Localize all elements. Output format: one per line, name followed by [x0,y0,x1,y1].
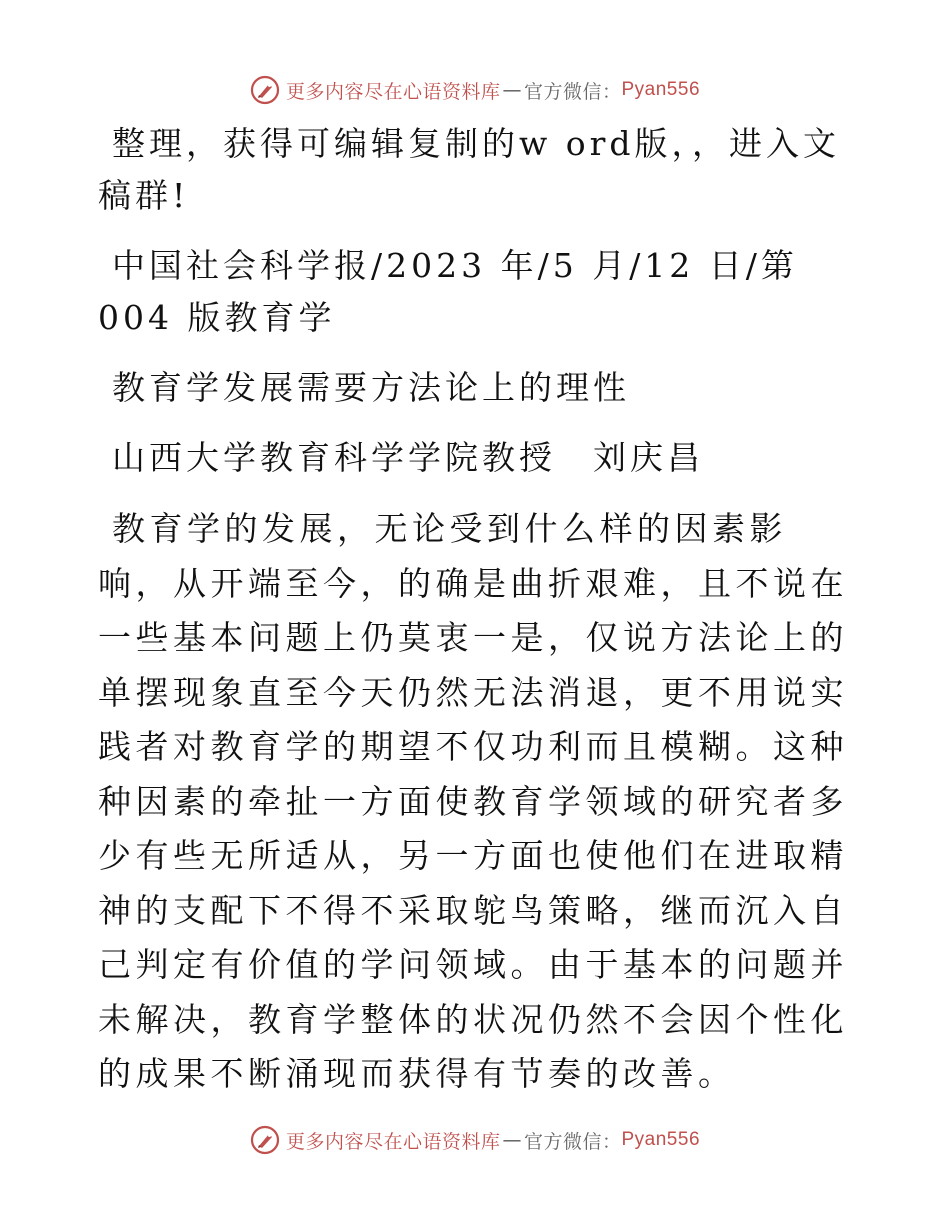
document-content [98,118,858,1102]
author-line: 山西大学教育科学学院教授 刘庆昌 [112,438,704,477]
watermark-text: 更多内容尽在心语资料库 [285,1130,501,1153]
watermark-dash: — [502,1129,522,1151]
watermark-official-label: 官方微信： [523,80,622,103]
pen-nib-logo-icon [250,1125,280,1155]
pen-nib-logo-icon [250,75,280,105]
intro-line: 整理，获得可编辑复制的w ord版，，进入文稿群! [98,124,841,215]
body-paragraph: 教育学的发展，无论受到什么样的因素影响，从开端至今，的确是曲折艰难，且不说在一些基本问题上仍莫衷一是，仅说方法论上的单摆现象直至今天仍然无法消退，更不用说实践者对教育学的期望不仅功利而且模糊。这种种因素的牵扯一方面使教育学领域的研究者多少有些无所适从，另一方面也使他们在进取精神的支配下不得不采取鸵鸟策略，继而沉入自己判定有价值的学问领域。由于基本的问题并未解决，教育学整体的状况仍然不会因个性化的成果不断涌现而获得有节奏的改善。 [98,509,848,1093]
header-watermark [0,70,950,110]
footer-watermark [0,1120,950,1160]
watermark-dash: — [502,79,522,101]
watermark-official-label: 官方微信： [523,1130,622,1153]
source-line: 中国社会科学报/2023 年/5 月/12 日/第 004 版教育学 [98,246,798,337]
watermark-wechat-id: Pyan556 [621,1129,701,1150]
watermark-text: 更多内容尽在心语资料库 [285,80,501,103]
article-title: 教育学发展需要方法论上的理性 [112,368,630,407]
watermark-wechat-id: Pyan556 [621,79,701,100]
